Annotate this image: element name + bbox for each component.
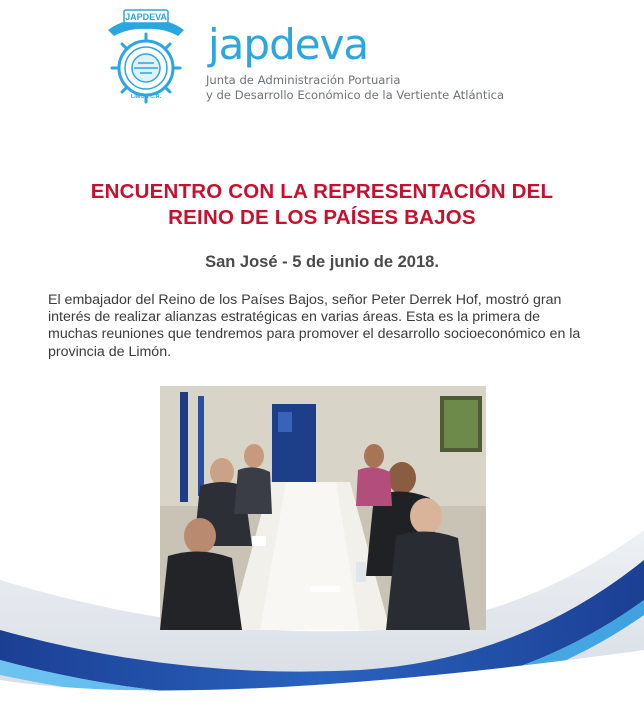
seal-top-text: JAPDEVA: [125, 12, 167, 22]
seal-bottom-text: LIMÓN C.R.: [130, 94, 162, 100]
brand-wordmark: japdeva: [208, 20, 369, 69]
article-headline: [40, 179, 604, 231]
article-dateline: San José - 5 de junio de 2018.: [205, 253, 439, 271]
tagline-line-1: Junta de Administración Portuaria: [206, 73, 401, 87]
tagline-line-2: y de Desarrollo Económico de la Vertiente Atlántica: [206, 88, 505, 102]
brand-tagline: [206, 73, 504, 103]
article-body: El embajador del Reino de los Países Bajos, señor Peter Derrek Hof, mostró gran interés de realizar alianzas estratégicas en varias áreas. Esta es la primera de muchas reuniones que tendremos para promover el desarrollo socioeconómico en la provincia de Limón.: [48, 292, 581, 360]
headline-line-1: ENCUENTRO CON LA REPRESENTACIÓN DEL: [90, 180, 554, 203]
japdeva-seal-logo: [104, 8, 188, 106]
headline-line-2: REINO DE LOS PAÍSES BAJOS: [168, 206, 476, 229]
meeting-photo: [160, 386, 486, 630]
